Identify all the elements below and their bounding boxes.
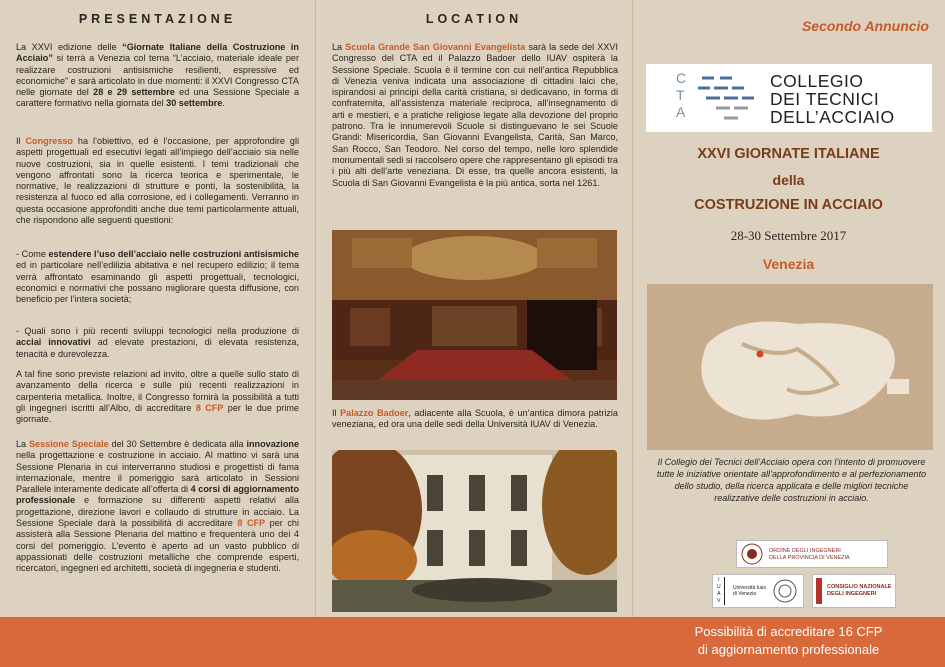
event-title-line2: della (772, 172, 805, 188)
footer-cfp-text: Possibilità di accreditare 16 CFP di aggiornamento professionale (694, 624, 883, 657)
ordine-ingegneri-logo: ORDINE DEGLI INGEGNERI DELLA PROVINCIA DI VENEZIA (736, 540, 888, 568)
congresso-paragraph: Il Congresso ha l’obiettivo, ed è l’occasione, per approfondire gli aspetti progettuali ed esecutivi legati all’impiego dell’acciaio sia nelle nuove costruzioni, sia in quelle esistenti. I temi tradizionali che vengono affrontati sono la ricerca teorica e sperimentale, le normative, le realizzazioni di strutture e ponti, la sostenibilità, la resistenza al fuoco ed alla corrosione, ed i collegamenti. Verranno in questa occasione approfonditi anche due temi particolarmente attuali, che rispondono alle seguenti questioni: (16, 136, 299, 226)
relazioni-paragraph: A tal fine sono previste relazioni ad invito, oltre a quelle sullo stato di avanzamento della ricerca e sulle più recenti realizzazioni in carpenteria metallica. Inoltre, il Congresso fornirà la possibilità a tutti gli ingegneri iscritti all’Albo, di accreditare 8 CFP per le due prime giornate. (16, 369, 299, 425)
event-title-line1: XXVI GIORNATE ITALIANE (697, 146, 880, 162)
cta-grid-icon (694, 72, 764, 126)
question-2-paragraph: - Quali sono i più recenti sviluppi tecnologici nella produzione di acciai innovativi ad elevate prestazioni, di elevata resistenza, tenacità e durevolezza. (16, 326, 299, 359)
footer-band (0, 617, 945, 667)
ordine-seal-icon (741, 543, 763, 565)
cta-letters: C T A (676, 70, 687, 120)
sessione-paragraph: La Sessione Speciale del 30 Settembre è dedicata alla innovazione nella progettazione e costruzione in acciaio. Al mattino vi sarà una Sessione Plenaria in cui interverranno studiosi e progettisti di fama internazionale, mentre il pomeriggio sarà articolato in Sessioni Parallele interamente dedicate all’offerta di 4 corsi di aggiornamento professionale e formazione su differenti aspetti relativi alla progettazione, direzione lavori e collaudo di strutture in acciaio. La Sessione Speciale darà la possibilità di accreditare 8 CFP per chi assisterà alla Sessione Plenaria del mattino e frequenterà uno dei 4 corsi del pomeriggio. L’evento è aperto ad un vasto pubblico di appassionati delle costruzioni metalliche che comprende esperti, ricercatori, ingegneri ed architetti, società di ingegneria e studenti. (16, 439, 299, 574)
intro-paragraph: La XXVI edizione delle “Giornate Italiane della Costruzione in Acciaio” si terrà a Venezia col tema “L’acciaio, materiale ideale per realizzare costruzioni antisismiche resilienti, espressive ed economiche” e sarà articolato in due momenti: il XXVI Congresso CTA nelle giornate del 28 e 29 settembre ed una Sessione Speciale a carattere formativo nella giornata del 30 settembre. (16, 42, 299, 109)
cta-logo-text: COLLEGIO DEI TECNICI DELL’ACCIAIO (770, 71, 895, 127)
university-seal-icon (773, 579, 797, 603)
cta-description: Il Collegio dei Tecnici dell’Acciaio opera con l’intento di promuovere tutte le iniziative orientate all’approfondimento e al perfezionamento dello studio, della ricerca applicata e delle migliori tecniche realizzative delle costruzioni in acciaio. (656, 457, 927, 503)
event-dates: 28-30 Settembre 2017 (730, 228, 847, 243)
secondo-annuncio-label: Secondo Annuncio (801, 18, 929, 34)
location-column (315, 0, 633, 617)
event-title-line3: COSTRUZIONE IN ACCIAIO (694, 197, 883, 213)
venezia-map (647, 284, 933, 450)
palazzo-badoer-photo (332, 450, 617, 612)
question-1-paragraph: - Come estendere l’uso dell’acciaio nelle costruzioni antisismiche ed in particolare nell’edilizia abitativa e nel recupero edilizio; il tema verrà affrontato esaminando gli aspetti progettuali, tecnologici, economici e normativi che possano migliorare questa diffusione, con beneficio per l’intera società; (16, 249, 299, 305)
cni-logo: CONSIGLIO NAZIONALE DEGLI INGEGNERI (812, 574, 896, 608)
presentazione-column (0, 0, 315, 617)
iuav-logo: I U A V Università Iuav di Venezia (712, 574, 804, 608)
presentazione-heading: PRESENTAZIONE (78, 12, 237, 26)
venue-marker-icon (757, 351, 764, 358)
cover-column (632, 0, 945, 617)
scuola-paragraph: La Scuola Grande San Giovanni Evangelista sarà la sede del XXVI Congresso del CTA ed il Palazzo Badoer dello IUAV ospiterà la Sessione Speciale. Scuola è il termine con cui nell’antica Repubblica di Venezia veniva indicata una associazione di cittadini laici che, ispirandosi ai principi della carità cristiana, si dedicavano, in forma di confraternita, all’assistenza materiale reciproca, all’insegnamento di arti e mestieri, e a pratiche religiose legate alla devozione del proprio patrono. Tra le innumerevoli Scuole si distinguevano le sei Scuole Grandi: Misericordia, San Giovanni Evangelista, Carità, San Marco, San Rocco, San Teodoro. Nel corso del tempo, nelle loro splendide monumentali sedi si raccolsero opere che rappresentano gli episodi tra i più alti dell’arte veneziana. Di esse, tra quelle ancora esistenti, la Scuola di San Giovanni Evangelista è la più antica, sorta nel 1261. (332, 42, 618, 188)
location-heading: LOCATION (425, 12, 523, 26)
cta-logo (646, 64, 932, 132)
cni-bar-icon (816, 578, 824, 604)
event-city: Venezia (762, 256, 815, 272)
badoer-paragraph: Il Palazzo Badoer, adiacente alla Scuola, è un’antica dimora patrizia veneziana, ed ora una delle sedi della Università IUAV di Venezia. (332, 408, 618, 430)
scuola-interior-photo (332, 230, 617, 400)
iuav-letters: I U A V (717, 577, 725, 605)
